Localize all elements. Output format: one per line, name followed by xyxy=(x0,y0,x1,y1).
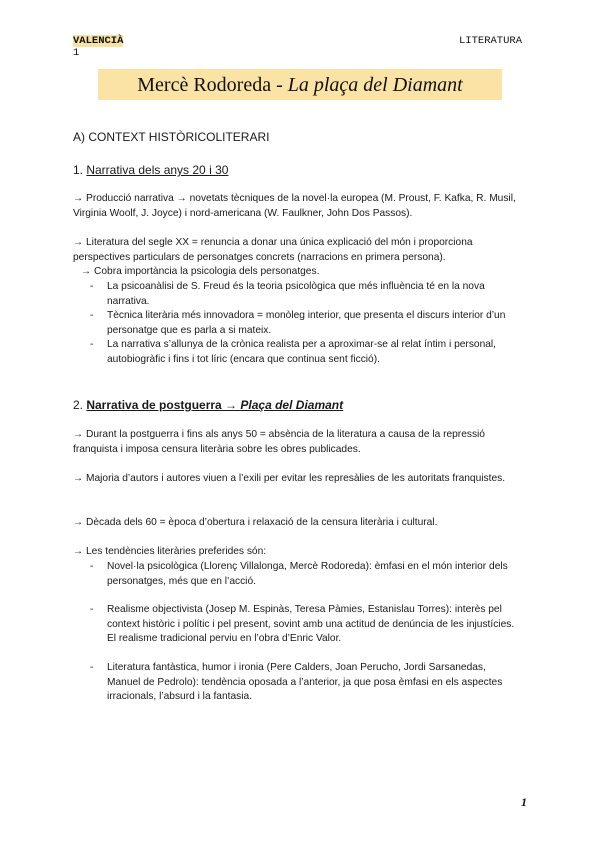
list-item: - Novel·la psicològica (Llorenç Villalonga, Mercè Rodoreda): èmfasi en el món interior dels personatges, més que en l’acció. xyxy=(73,560,521,589)
section-2-number: 2. xyxy=(73,398,87,412)
section-2-paragraph: → Dècada dels 60 = època d’obertura i relaxació de la censura literària i cultural. xyxy=(73,517,438,528)
section-1-title: Narrativa dels anys 20 i 30 xyxy=(86,163,229,177)
page-title xyxy=(98,69,502,100)
section-1-bullet-list xyxy=(73,280,521,368)
header-subject xyxy=(73,35,123,59)
list-item: - La psicoanàlisi de S. Freud és la teoria psicològica que més influència té en la nova narrativa. xyxy=(73,280,521,309)
section-2-heading xyxy=(73,398,528,413)
section-2-bullet-list xyxy=(73,560,521,705)
section-2-title: Narrativa de postguerra → xyxy=(86,398,241,412)
list-item: - Realisme objectivista (Josep M. Espinàs, Teresa Pàmies, Estanislau Torres): interès pel context històric i polític i pel present, sovint amb una actitud de denúncia de les injustícies. El realisme tradicional perviu en l’obra d’Enric Valor. xyxy=(73,603,521,647)
list-item: - La narrativa s’allunya de la crònica realista per a aproximar-se al relat íntim i personal, autobiogràfic i fins i tot líric (encara que continua sent ficció). xyxy=(73,338,521,367)
section-1-paragraph: → Cobra importància la psicologia dels personatges. xyxy=(81,266,320,277)
section-2-paragraph: → Majoria d’autors i autores viuen a l’exili per evitar les represàlies de les autoritats franquistes. xyxy=(73,473,506,484)
page-number: 1 xyxy=(521,795,527,809)
section-2-title-work: Plaça del Diamant xyxy=(240,398,344,412)
title-author: Mercè Rodoreda - xyxy=(137,74,288,96)
section-1-heading xyxy=(73,163,528,178)
section-a-heading: A) CONTEXT HISTÒRICOLITERARI xyxy=(73,130,270,144)
section-1-number: 1. xyxy=(73,163,87,177)
header-subject-label: VALENCIÀ xyxy=(73,35,124,47)
section-1-paragraph: → Producció narrativa → novetats tècniques de la novel·la europea (M. Proust, F. Kafka, R. Musil, Virginia Woolf, J. Joyce) i nord-americana (W. Faulkner, John Dos Passos). xyxy=(73,193,516,219)
list-item: - Tècnica literària més innovadora = monòleg interior, que presenta el discurs interior d’un personatge que es parla a si mateix. xyxy=(73,309,521,338)
header-topic: LITERATURA xyxy=(458,35,522,47)
list-item: - Literatura fantàstica, humor i ironia (Pere Calders, Joan Perucho, Jordi Sarsanedas, Manuel de Pedrolo): tendència oposada a l’anterior, ja que posa èmfasi en els aspectes irracionals, l’absurd i la fantasia. xyxy=(73,661,521,705)
section-2-paragraph: → Les tendències literàries preferides són: xyxy=(73,546,267,557)
header-sheet-number: 1 xyxy=(73,47,80,59)
section-1-paragraph: → Literatura del segle XX = renuncia a donar una única explicació del món i proporciona perspectives particulars de personatges concrets (narracions en primera persona). xyxy=(73,237,473,263)
section-2-paragraph: → Durant la postguerra i fins als anys 50 = absència de la literatura a causa de la repressió franquista i imposa censura literària sobre les obres publicades. xyxy=(73,429,485,455)
title-work: La plaça del Diamant xyxy=(287,74,463,96)
